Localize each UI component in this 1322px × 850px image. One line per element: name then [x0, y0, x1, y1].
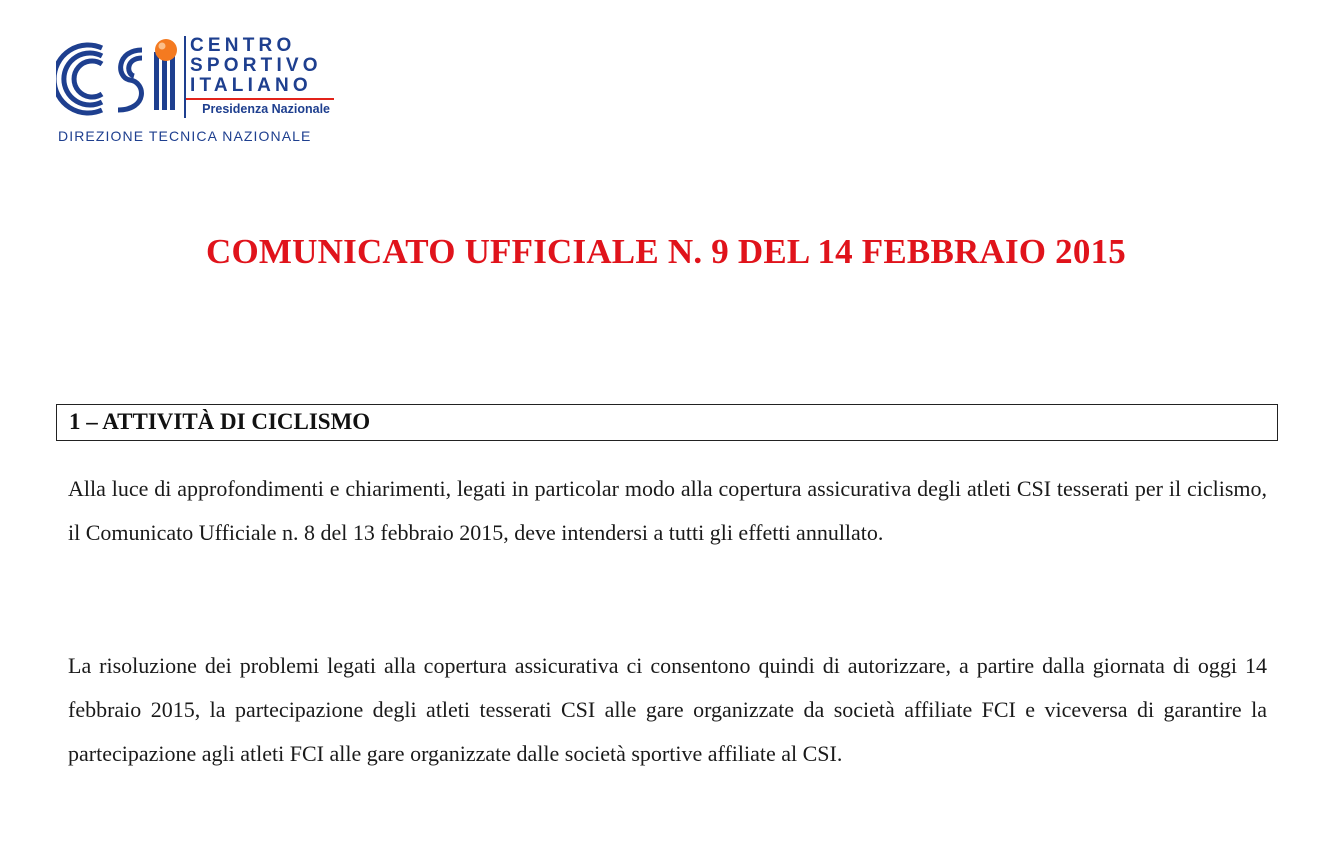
logo-wordmark	[184, 36, 334, 118]
logo-subtitle: Presidenza Nazionale	[202, 102, 330, 116]
logo-word-italiano: ITALIANO	[190, 75, 312, 96]
logo-word-centro: CENTRO	[190, 35, 296, 56]
logo-department: DIREZIONE TECNICA NAZIONALE	[58, 128, 312, 144]
document-title: COMUNICATO UFFICIALE N. 9 DEL 14 FEBBRAIO 2015	[206, 232, 1126, 271]
section-heading: 1 – ATTIVITÀ DI CICLISMO	[69, 409, 371, 434]
section-heading-box	[56, 404, 1278, 441]
csi-logo-mark-icon	[56, 38, 184, 120]
paragraph-2: La risoluzione dei problemi legati alla copertura assicurativa ci consentono quindi di autorizzare, a partire dalla giornata di oggi 14 febbraio 2015, la partecipazione degli atleti tesserati CSI alle gare organizzate da società affiliate FCI e viceversa di garantire la partecipazione agli atleti FCI alle gare organizzate dalle società sportive affiliate al CSI.	[68, 653, 1267, 766]
logo-word-sportivo: SPORTIVO	[190, 55, 322, 76]
paragraph-1: Alla luce di approfondimenti e chiarimenti, legati in particolar modo alla copertura assicurativa degli atleti CSI tesserati per il ciclismo, il Comunicato Ufficiale n. 8 del 13 febbraio 2015, deve intendersi a tutti gli effetti annullato.	[68, 476, 1267, 545]
csi-logo	[56, 36, 336, 150]
